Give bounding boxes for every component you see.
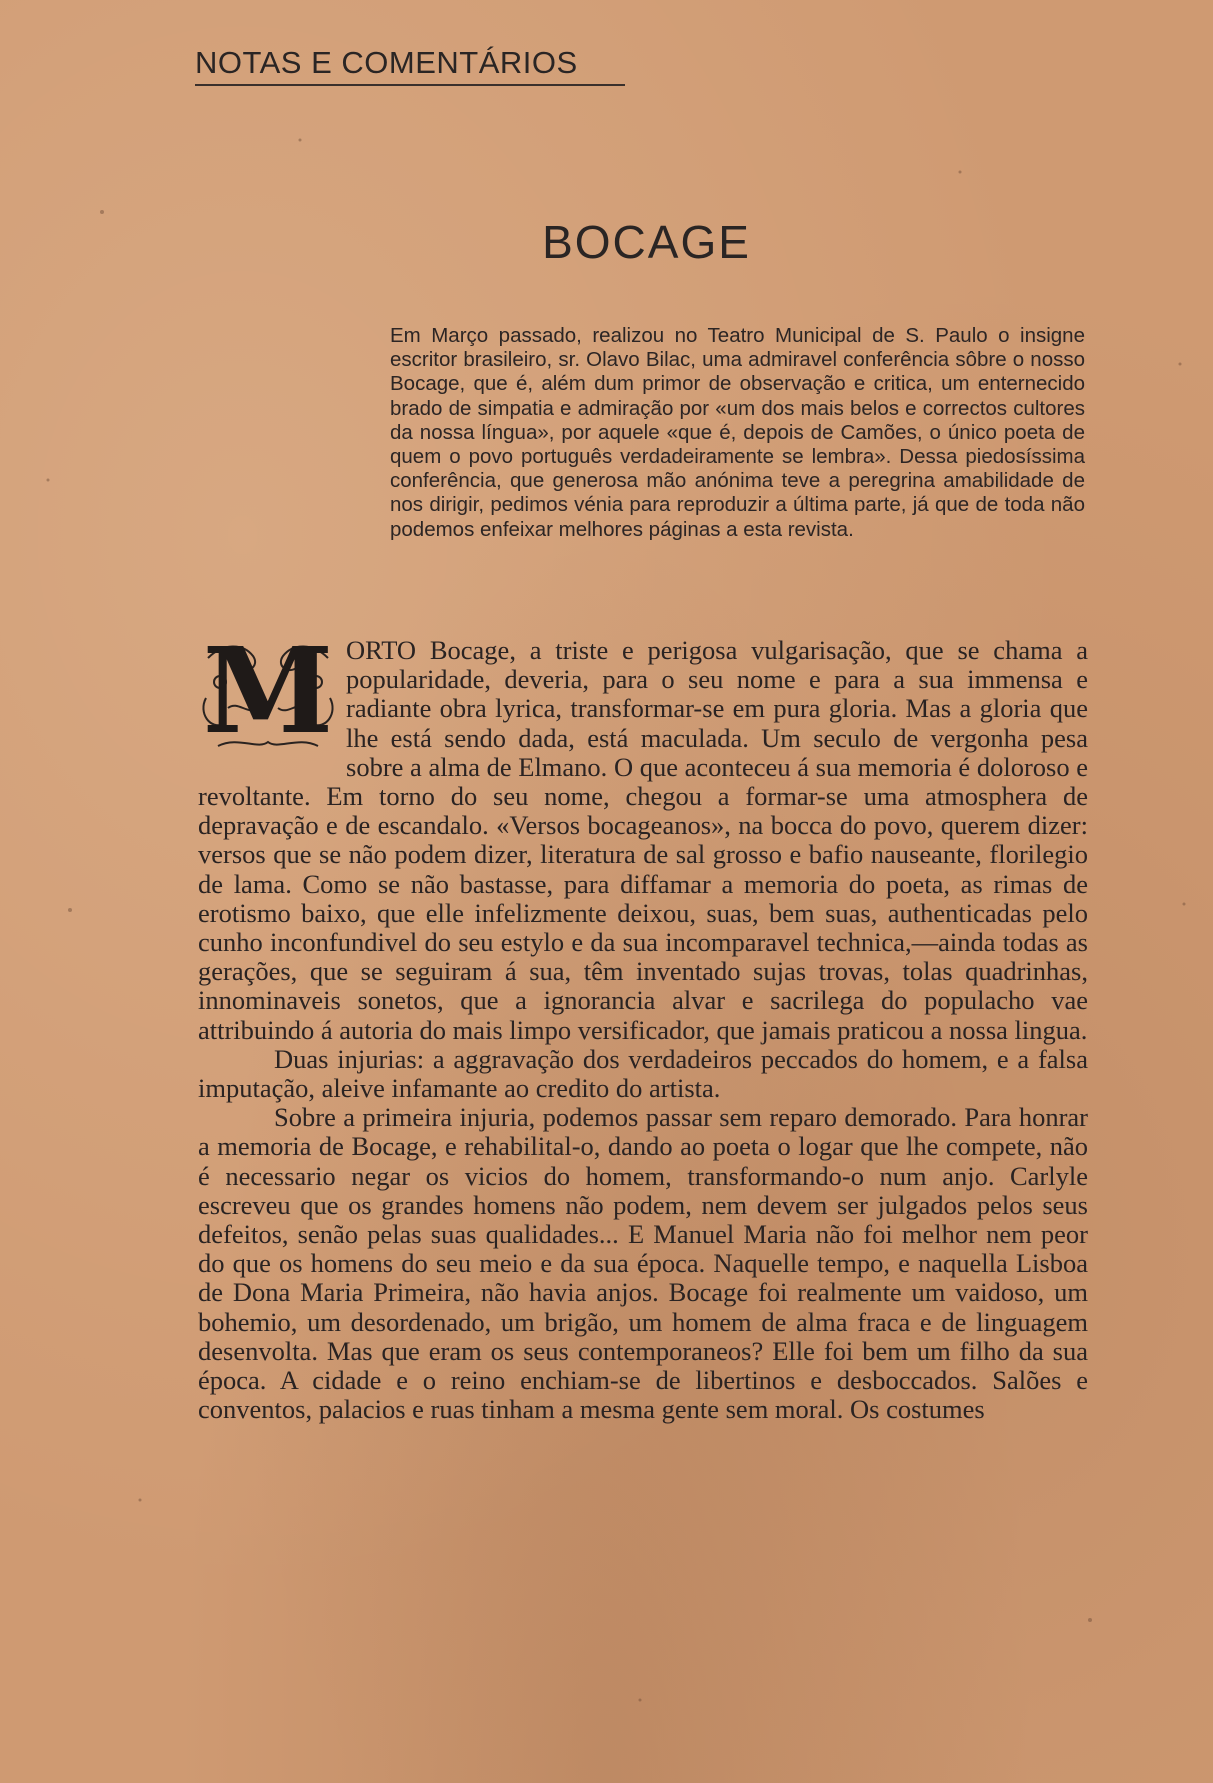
- body-paragraph-1: [198, 621, 1088, 1045]
- intro-paragraph: Em Março passado, realizou no Teatro Municipal de S. Paulo o insigne escritor brasileiro, sr. Olavo Bilac, uma admiravel conferência sôbre o nosso Bocage, que é, além dum primor de observação e critica, um enternecido brado de simpatia e admiração por «um dos mais belos e correctos cultores da nossa língua», por aquele «que é, depois de Camões, o único poeta de quem o povo português verdadeiramente se lembra». Dessa piedosíssima conferência, que generosa mão anónima teve a peregrina amabilidade de nos dirigir, pedimos vénia para reproduzir a última parte, já que de toda não podemos enfeixar melhores páginas a esta revista.: [390, 324, 1085, 541]
- paragraph-text: Bocage, a triste e perigosa vulgarisação, que se chama a popularidade, deveria, para o seu nome e para a sua immensa e radiante obra lyrica, transformar-se em pura gloria. Mas a gloria que lhe está sendo dada, está maculada. Um seculo de vergonha pesa sobre a alma de Elmano. O que aconteceu á sua memoria é doloroso e revoltante. Em torno do seu nome, chegou a formar-se uma atmosphera de depravação e de escandalo. «Versos bocageanos», na bocca do povo, querem dizer: versos que se não podem dizer, literatura de sal grosso e bafio nauseante, florilegio de lama. Como se não bastasse, para diffamar a memoria do poeta, as rimas de erotismo baixo, que elle infelizmente deixou, suas, bem suas, authenticadas pelo cunho inconfundivel do seu estylo e da sua incomparavel technica,—ainda todas as gerações, que se seguiram á sua, têm inventado sujas trovas, tolas quadrinhas, innominaveis sonetos, que a ignorancia alvar e sacrilega do populacho vae attribuindo á autoria do mais limpo versificador, que jamais praticou a nossa lingua.: [198, 635, 1088, 1045]
- running-head: NOTAS E COMENTÁRIOS: [195, 46, 625, 86]
- first-word-rest: ORTO: [346, 635, 417, 665]
- article-body: [198, 621, 1088, 1425]
- ornamental-dropcap: [198, 621, 338, 760]
- body-paragraph-3: Sobre a primeira injuria, podemos passar sem reparo demorado. Para honrar a memoria de Bocage, e rehabilital-o, dando ao poeta o logar que lhe compete, não é necessario negar os vicios do homem, transformando-o num anjo. Carlyle escreveu que os grandes homens não podem, nem devem ser julgados pelos seus defeitos, senão pelas suas qualidades... E Manuel Maria não foi melhor nem peor do que os homens do seu meio e da sua época. Naquelle tempo, e naquella Lisboa de Dona Maria Primeira, não havia anjos. Bocage foi realmente um vaidoso, um bohemio, um desordenado, um brigão, um homem de alma fraca e de linguagem desenvolta. Mas que eram os seus contemporaneos? Elle foi bem um filho da sua época. A cidade e o reino enchiam-se de libertinos e desboccados. Salões e conventos, palacios e ruas tinham a mesma gente sem moral. Os costumes: [198, 1102, 1088, 1425]
- article-title: BOCAGE: [542, 216, 751, 268]
- body-paragraph-2: Duas injurias: a aggravação dos verdadeiros peccados do homem, e a falsa imputação, aleive infamante ao credito do artista.: [198, 1043, 1088, 1104]
- dropcap-letter: M: [202, 621, 334, 760]
